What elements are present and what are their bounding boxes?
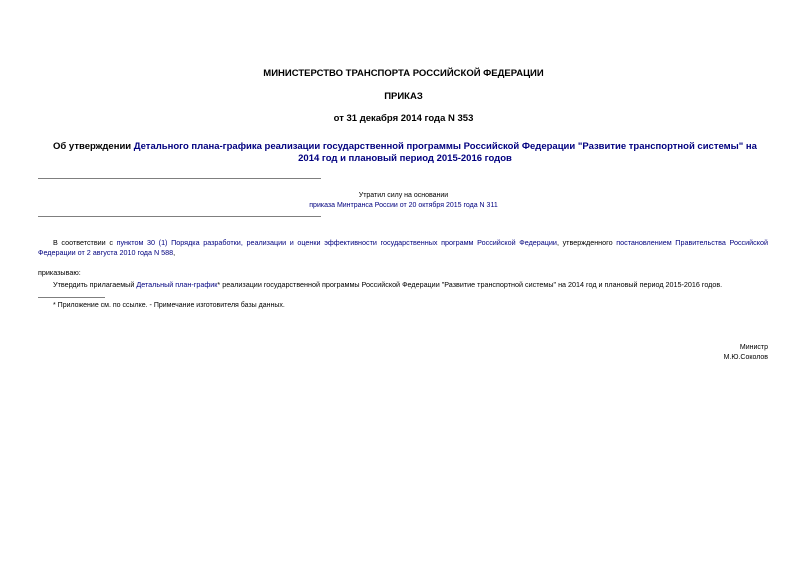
title-prefix: Об утверждении (53, 141, 134, 152)
bottom-rule (38, 216, 321, 217)
notice-line: Утратил силу на основании (358, 192, 449, 199)
document-title (45, 141, 765, 165)
p2-suffix: * реализации государственной программы Российской Федерации "Развитие транспортной системы" на 2014 год и плановый период 2015-2016 годов. (217, 280, 723, 289)
p1-prefix: В соответствии с (53, 238, 117, 247)
order-word: приказываю: (38, 268, 81, 277)
ministry-heading: МИНИСТЕРСТВО ТРАНСПОРТА РОССИЙСКОЙ ФЕДЕРАЦИИ (263, 68, 544, 79)
footnote-rule (38, 297, 105, 298)
paragraph-approve (53, 280, 768, 290)
signature-position: Министр (739, 344, 768, 351)
footnote-text: * Приложение см. по ссылке. - Примечание изготовителя базы данных. (53, 302, 285, 309)
title-link[interactable]: Детального плана-графика реализации государственной программы Российской Федерации "Развитие транспортной системы" на 2014 год и плановый период 2015-2016 годов (133, 141, 757, 164)
p2-link-plan[interactable]: Детальный план-график (136, 280, 218, 289)
top-rule (38, 178, 321, 179)
p1-link-resolution[interactable]: постановлением Правительства Российской Федерации от 2 августа 2010 года N 588 (38, 238, 768, 257)
p1-mid: , утвержденного (556, 238, 617, 247)
p2-prefix: Утвердить прилагаемый (53, 280, 137, 289)
p1-suffix: , (173, 248, 176, 257)
doc-type-heading: ПРИКАЗ (384, 91, 423, 102)
date-line: от 31 декабря 2014 года N 353 (333, 113, 474, 124)
paragraph-basis (38, 238, 768, 258)
p1-link-procedure[interactable]: пунктом 30 (1) Порядка разработки, реализации и оценки эффективности государственных программ Российской Федерации (116, 238, 557, 247)
signature-name: М.Ю.Соколов (723, 354, 768, 361)
notice-link[interactable]: приказа Минтранса России от 20 октября 2015 года N 311 (309, 202, 498, 209)
